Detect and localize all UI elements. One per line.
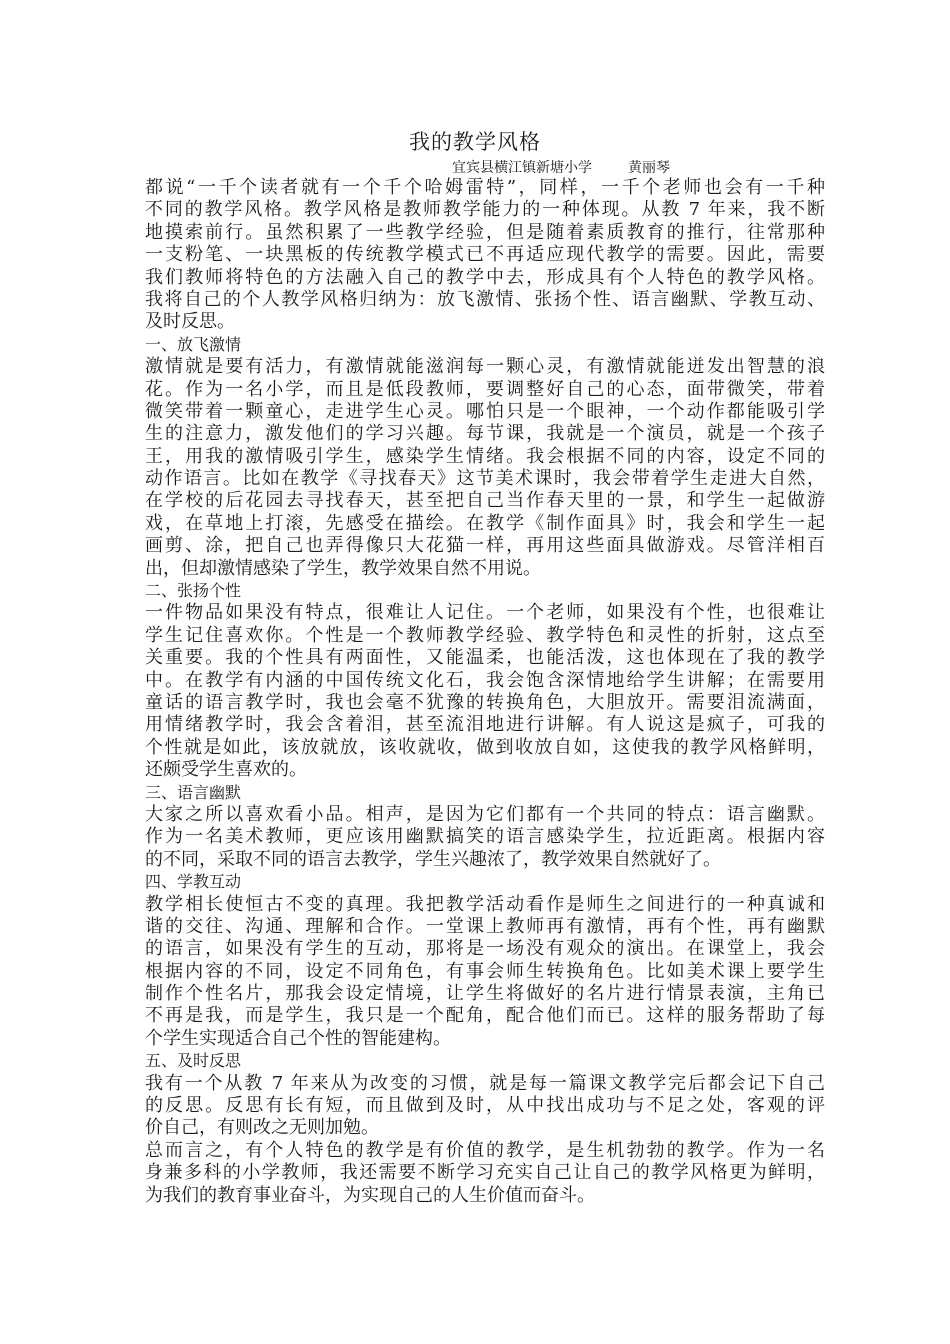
text-line: 个性就是如此，该放就放，该收就收，做到收放自如，这使我的教学风格鲜明， (145, 736, 825, 758)
text-line: 生的注意力，激发他们的学习兴趣。每节课，我就是一个演员，就是一个孩子 (145, 423, 825, 445)
text-line: 我将自己的个人教学风格归纳为：放飞激情、张扬个性、语言幽默、学教互动、 (145, 288, 825, 310)
text-line: 的语言，如果没有学生的互动，那将是一场没有观众的演出。在课堂上，我会 (145, 938, 825, 960)
text-line: 出，但却激情感染了学生，教学效果自然不用说。 (145, 557, 541, 579)
text-line: 还颇受学生喜欢的。 (145, 759, 307, 781)
text-line: 的反思。反思有长有短，而且做到及时，从中找出成功与不足之处，客观的评 (145, 1095, 825, 1117)
author-name: 黄丽琴 (628, 160, 670, 176)
text-line: 激情就是要有活力，有激情就能滋润每一颗心灵，有激情就能迸发出智慧的浪 (145, 356, 825, 378)
text-line: 大家之所以喜欢看小品。相声，是因为它们都有一个共同的特点：语言幽默。 (145, 803, 825, 825)
text-line: 作为一名美术教师，更应该用幽默搞笑的语言感染学生，拉近距离。根据内容 (145, 826, 825, 848)
text-line: 一支粉笔、一块黑板的传统教学模式已不再适应现代教学的需要。因此，需要 (145, 244, 825, 266)
article-body (145, 177, 825, 1207)
text-line: 教学相长使恒古不变的真理。我把教学活动看作是师生之间进行的一种真诚和 (145, 893, 825, 915)
section-heading: 三、语言幽默 (145, 782, 242, 802)
text-line: 童话的语言教学时，我也会毫不犹豫的转换角色，大胆放开。需要泪流满面， (145, 691, 825, 713)
text-line: 身兼多科的小学教师，我还需要不断学习充实自己让自己的教学风格更为鲜明， (145, 1162, 825, 1184)
byline (452, 158, 670, 178)
text-line: 的不同，采取不同的语言去教学，学生兴趣浓了，教学效果自然就好了。 (145, 848, 721, 870)
text-line: 一件物品如果没有特点，很难让人记住。一个老师，如果没有个性，也很难让 (145, 602, 825, 624)
text-line: 王，用我的激情吸引学生，感染学生情绪。我会根据不同的内容，设定不同的 (145, 445, 825, 467)
text-line: 制作个性名片，那我会设定情境，让学生将做好的名片进行情景表演，主角已 (145, 983, 825, 1005)
section-heading: 四、学教互动 (145, 872, 242, 892)
text-line: 不同的教学风格。教学风格是教师教学能力的一种体现。从教 7 年来，我不断 (145, 199, 825, 221)
page-title: 我的教学风格 (409, 130, 541, 154)
section-heading: 二、张扬个性 (145, 581, 242, 601)
text-line: 总而言之，有个人特色的教学是有价值的教学，是生机勃勃的教学。作为一名 (145, 1139, 825, 1161)
text-line: 地摸索前行。虽然积累了一些教学经验，但是随着素质教育的推行，往常那种 (145, 221, 825, 243)
text-line: 为我们的教育事业奋斗，为实现自己的人生价值而奋斗。 (145, 1184, 595, 1206)
text-line: 在学校的后花园去寻找春天，甚至把自己当作春天里的一景，和学生一起做游 (145, 490, 825, 512)
text-line: 价自己，有则改之无则加勉。 (145, 1117, 379, 1139)
text-line: 中。在教学有内涵的中国传统文化石，我会饱含深情地给学生讲解；在需要用 (145, 669, 825, 691)
section-heading: 一、放飞激情 (145, 334, 242, 354)
text-line: 花。作为一名小学，而且是低段教师，要调整好自己的心态，面带微笑，带着 (145, 378, 825, 400)
text-line: 谐的交往、沟通、理解和合作。一堂课上教师再有激情，再有个性，再有幽默 (145, 915, 825, 937)
text-line: 画剪、涂，把自己也弄得像只大花猫一样，再用这些面具做游戏。尽管洋相百 (145, 535, 825, 557)
text-line: 关重要。我的个性具有两面性，又能温柔，也能活泼，这也体现在了我的教学 (145, 647, 825, 669)
text-line: 个学生实现适合自己个性的智能建构。 (145, 1027, 451, 1049)
text-line: 都说“一千个读者就有一个千个哈姆雷特”，同样，一千个老师也会有一千种 (145, 177, 825, 198)
text-line: 学生记住喜欢你。个性是一个教师教学经验、教学特色和灵性的折射，这点至 (145, 624, 825, 646)
section-heading: 五、及时反思 (145, 1051, 242, 1071)
text-line: 及时反思。 (145, 311, 235, 333)
text-line: 我有一个从教 7 年来从为改变的习惯，就是每一篇课文教学完后都会记下自己 (145, 1072, 825, 1094)
text-line: 不再是我，而是学生，我只是一个配角，配合他们而已。这样的服务帮助了每 (145, 1005, 825, 1027)
text-line: 微笑带着一颗童心，走进学生心灵。哪怕只是一个眼神，一个动作都能吸引学 (145, 400, 825, 422)
text-line: 我们教师将特色的方法融入自己的教学中去，形成具有个人特色的教学风格。 (145, 266, 825, 288)
text-line: 根据内容的不同，设定不同角色，有事会师生转换角色。比如美术课上要学生 (145, 960, 825, 982)
text-line: 动作语言。比如在教学《寻找春天》这节美术课时，我会带着学生走进大自然， (145, 468, 825, 490)
text-line: 用情绪教学时，我会含着泪，甚至流泪地进行讲解。有人说这是疯子，可我的 (145, 714, 825, 736)
text-line: 戏，在草地上打滚，先感受在描绘。在教学《制作面具》时，我会和学生一起 (145, 512, 825, 534)
school-name: 宜宾县横江镇新塘小学 (452, 160, 592, 176)
